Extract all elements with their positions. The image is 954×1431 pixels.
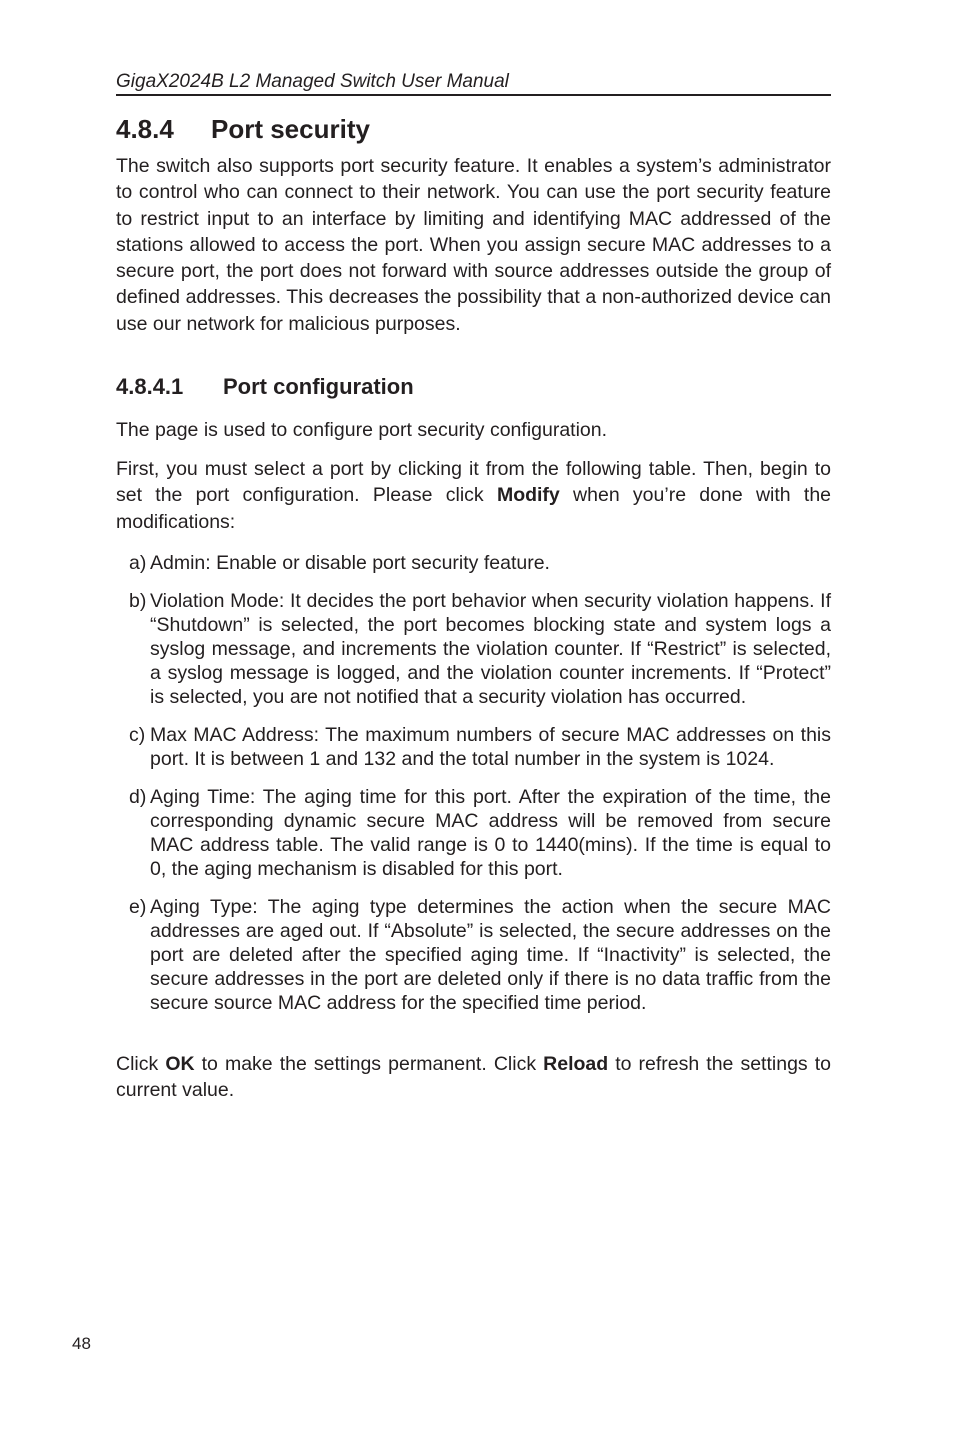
list-item <box>116 551 831 575</box>
subsection-heading <box>116 373 414 401</box>
list-item-text: Violation Mode: It decides the port behavior when security violation happens. If “Shutdown” is selected, the port becomes blocking state and system logs a syslog message, and increments the violation counter. If “Restrict” is selected, a syslog message is logged, and the violation counter increments. If “Protect” is selected, you are not notified that a security violation has occurred. <box>150 590 831 708</box>
section-title: Port security <box>211 114 370 144</box>
list-item-text: Admin: Enable or disable port security feature. <box>150 552 550 574</box>
list-item <box>116 785 831 881</box>
instruction-text: First, you must select a port by clicking it from the following table. Then, begin to set the port configuration. Please click <box>116 458 831 507</box>
closing-text-end: to refresh the settings to current value. <box>116 1053 831 1102</box>
closing-text: Click <box>116 1053 166 1075</box>
section-heading <box>116 113 370 145</box>
field-list <box>116 551 831 1029</box>
subsection-title: Port configuration <box>223 374 414 399</box>
instruction-block <box>116 456 831 535</box>
instruction-paragraph <box>116 456 831 535</box>
section-number: 4.8.4 <box>116 114 174 144</box>
list-item <box>116 589 831 709</box>
modify-keyword: Modify <box>496 484 560 507</box>
running-header: GigaX2024B L2 Managed Switch User Manual <box>116 70 831 96</box>
list-marker: a) <box>129 552 147 574</box>
reload-keyword: Reload <box>543 1053 609 1075</box>
list-item <box>116 723 831 771</box>
list-item <box>116 895 831 1015</box>
list-marker: e) <box>129 896 147 918</box>
closing-block <box>116 1051 831 1104</box>
closing-paragraph <box>116 1051 831 1104</box>
page-number: 48 <box>72 1334 91 1353</box>
intro-paragraph: The page is used to configure port security configuration. <box>116 419 608 441</box>
ok-keyword: OK <box>165 1053 195 1075</box>
section-paragraph: The switch also supports port security feature. It enables a system’s administrator to control who can connect to their network. You can use the port security feature to restrict input to an interface by limiting and identifying MAC addressed of the stations allowed to access the port. When you assign secure MAC addresses to a secure port, the port does not forward with source addresses outside the group of defined addresses. This decreases the possibility that a non-authorized device can use our network for malicious purposes. <box>116 155 831 335</box>
subsection-intro <box>116 417 831 443</box>
list-item-text: Max MAC Address: The maximum numbers of secure MAC addresses on this port. It is between 1 and 132 and the total number in the system is 1024. <box>150 724 831 770</box>
list-marker: c) <box>129 724 146 746</box>
section-intro <box>116 153 831 337</box>
list-item-text: Aging Type: The aging type determines the action when the secure MAC addresses are aged out. If “Absolute” is selected, the secure addresses on the port are deleted after the specified aging time. If “Inactivity” is selected, the secure addresses in the port are deleted only if there is no data traffic from the secure source MAC address for the specified time period. <box>150 896 831 1014</box>
subsection-number: 4.8.4.1 <box>116 374 184 399</box>
list-item-text: Aging Time: The aging time for this port. After the expiration of the time, the corresponding dynamic secure MAC address will be removed from secure MAC address table. The valid range is 0 to 1440(mins). If the time is equal to 0, the aging mechanism is disabled for this port. <box>150 786 831 880</box>
closing-text-mid: to make the settings permanent. Click <box>194 1053 544 1075</box>
instruction-text-end: when you’re done with the modifications: <box>116 484 832 533</box>
list-marker: b) <box>129 590 147 612</box>
list-marker: d) <box>129 786 147 808</box>
